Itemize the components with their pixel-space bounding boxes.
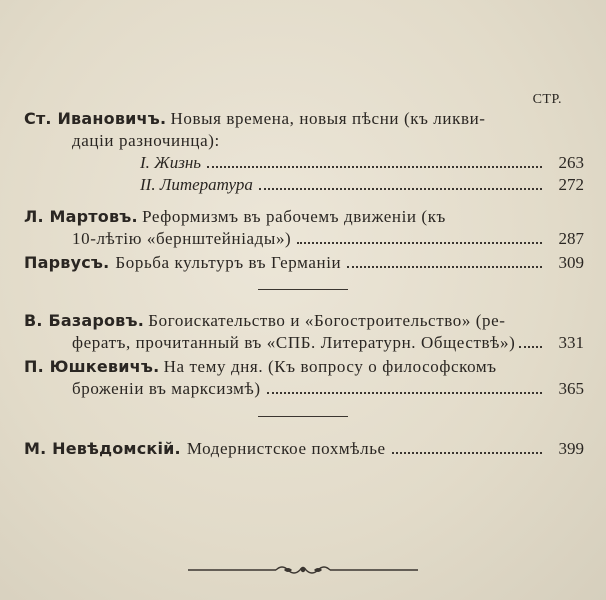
entry-author: П. Юшкевичъ. bbox=[24, 357, 160, 376]
entry-title: Новыя времена, новыя пѣсни (къ ликви- bbox=[170, 109, 486, 128]
page-number: 272 bbox=[558, 175, 584, 194]
toc-entry-heading bbox=[24, 310, 584, 332]
dot-leader bbox=[347, 266, 542, 268]
entry-title: Борьба культуръ въ Германіи bbox=[115, 253, 342, 272]
toc-subitem bbox=[24, 152, 584, 174]
entry-author: Л. Мартовъ. bbox=[24, 207, 138, 226]
page-number: 263 bbox=[558, 153, 584, 172]
toc-entry-heading bbox=[24, 438, 584, 460]
section-divider bbox=[258, 289, 348, 290]
toc-entry-heading bbox=[24, 252, 584, 274]
toc-entry-bazarov bbox=[24, 310, 584, 354]
decorative-ornament-icon bbox=[188, 562, 418, 578]
entry-title-continued: броженіи въ марксизмѣ) bbox=[72, 379, 261, 398]
page-number: 365 bbox=[558, 379, 584, 398]
entry-author: В. Базаровъ. bbox=[24, 311, 145, 330]
page-number: 309 bbox=[558, 253, 584, 272]
toc-entry-ivanovich bbox=[24, 108, 584, 196]
dot-leader bbox=[259, 188, 542, 190]
toc-entry-title-continued bbox=[24, 332, 584, 354]
entry-title-continued: фератъ, прочитанный въ «СПБ. Литературн. Обществѣ») bbox=[72, 333, 516, 352]
section-divider bbox=[258, 416, 348, 417]
toc-entry-title-continued bbox=[24, 130, 584, 152]
dot-leader bbox=[207, 166, 542, 168]
dot-leader bbox=[392, 452, 542, 454]
entry-author: М. Невѣдомскій. bbox=[24, 439, 181, 458]
entry-title: На тему дня. (Къ вопросу о философскомъ bbox=[163, 357, 497, 376]
page-number: 287 bbox=[558, 229, 584, 248]
entry-author: Ст. Ивановичъ. bbox=[24, 109, 167, 128]
toc-entry-title-continued bbox=[24, 228, 584, 250]
page-number: 399 bbox=[558, 439, 584, 458]
toc-entry-heading bbox=[24, 108, 584, 130]
toc-entry-yushkevich bbox=[24, 356, 584, 400]
toc-subitem bbox=[24, 174, 584, 196]
entry-title-continued: 10-лѣтію «бернштейніады») bbox=[72, 229, 292, 248]
dot-leader bbox=[297, 242, 542, 244]
dot-leader bbox=[267, 392, 542, 394]
entry-title: Реформизмъ въ рабочемъ движеніи (къ bbox=[142, 207, 446, 226]
entry-author: Парвусъ. bbox=[24, 253, 110, 272]
subitem-label: II. Литература bbox=[140, 175, 253, 194]
subitem-label: I. Жизнь bbox=[140, 153, 202, 172]
toc-entry-martov bbox=[24, 206, 584, 250]
entry-title: Богоискательство и «Богостроительство» (ре- bbox=[148, 311, 506, 330]
toc-entry-nevedomsky bbox=[24, 438, 584, 460]
toc-entry-parvus bbox=[24, 252, 584, 274]
entry-title-continued: даціи разночинца): bbox=[72, 131, 220, 150]
page-number: 331 bbox=[558, 333, 584, 352]
toc-entry-heading bbox=[24, 206, 584, 228]
dot-leader bbox=[519, 346, 542, 348]
toc-entry-title-continued bbox=[24, 378, 584, 400]
page-column-label: СТР. bbox=[532, 92, 562, 107]
toc-entry-heading bbox=[24, 356, 584, 378]
entry-title: Модернистское похмѣлье bbox=[186, 439, 386, 458]
